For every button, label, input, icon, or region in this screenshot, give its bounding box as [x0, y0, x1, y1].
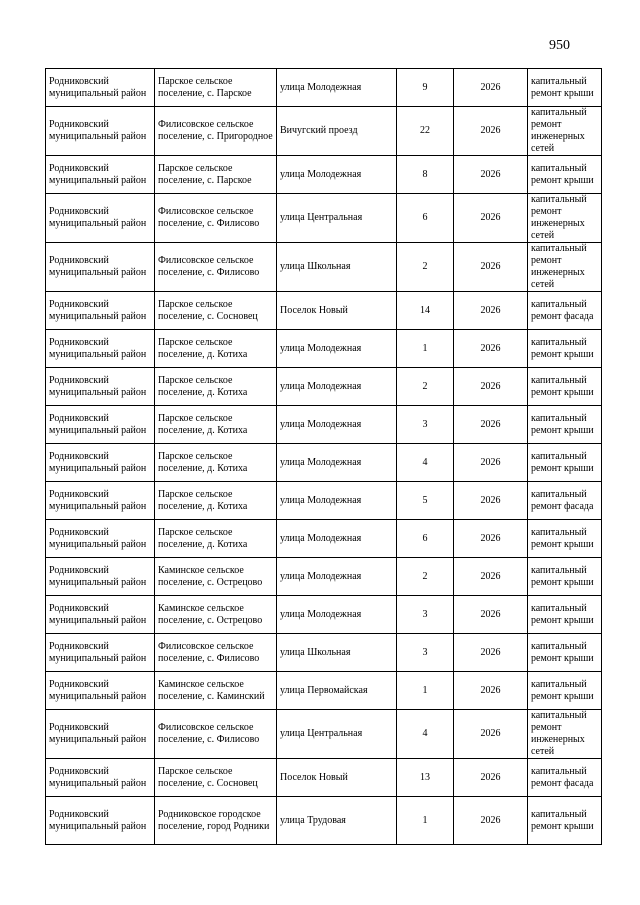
year-cell: 2026 [454, 759, 528, 797]
table-row [46, 710, 602, 759]
settlement-cell: Филисовское сельское поселение, с. Филисово [155, 194, 277, 243]
settlement-cell: Парское сельское поселение, с. Парское [155, 156, 277, 194]
district-cell: Родниковский муниципальный район [46, 710, 155, 759]
year-cell: 2026 [454, 444, 528, 482]
work-type-cell: капитальный ремонт крыши [528, 558, 602, 596]
year-cell: 2026 [454, 69, 528, 107]
year-cell: 2026 [454, 243, 528, 292]
table-row [46, 292, 602, 330]
settlement-cell: Парское сельское поселение, с. Сосновец [155, 292, 277, 330]
year-cell: 2026 [454, 482, 528, 520]
district-cell: Родниковский муниципальный район [46, 368, 155, 406]
district-cell: Родниковский муниципальный район [46, 194, 155, 243]
house-number-cell: 6 [397, 520, 454, 558]
street-cell: Поселок Новый [277, 292, 397, 330]
street-cell: улица Молодежная [277, 406, 397, 444]
street-cell: улица Центральная [277, 710, 397, 759]
settlement-cell: Парское сельское поселение, д. Котиха [155, 330, 277, 368]
house-number-cell: 4 [397, 710, 454, 759]
table-row [46, 482, 602, 520]
work-type-cell: капитальный ремонт фасада [528, 482, 602, 520]
street-cell: улица Молодежная [277, 520, 397, 558]
district-cell: Родниковский муниципальный район [46, 292, 155, 330]
district-cell: Родниковский муниципальный район [46, 558, 155, 596]
table-row [46, 797, 602, 845]
work-type-cell: капитальный ремонт крыши [528, 520, 602, 558]
settlement-cell: Родниковское городское поселение, город Родники [155, 797, 277, 845]
street-cell: улица Центральная [277, 194, 397, 243]
district-cell: Родниковский муниципальный район [46, 444, 155, 482]
settlement-cell: Филисовское сельское поселение, с. Пригородное [155, 107, 277, 156]
year-cell: 2026 [454, 368, 528, 406]
year-cell: 2026 [454, 596, 528, 634]
house-number-cell: 22 [397, 107, 454, 156]
street-cell: улица Молодежная [277, 444, 397, 482]
street-cell: улица Молодежная [277, 482, 397, 520]
work-type-cell: капитальный ремонт фасада [528, 759, 602, 797]
table-row [46, 558, 602, 596]
settlement-cell: Филисовское сельское поселение, с. Филисово [155, 243, 277, 292]
house-number-cell: 5 [397, 482, 454, 520]
year-cell: 2026 [454, 520, 528, 558]
table-row [46, 672, 602, 710]
settlement-cell: Парское сельское поселение, д. Котиха [155, 444, 277, 482]
table-row [46, 596, 602, 634]
house-number-cell: 3 [397, 596, 454, 634]
house-number-cell: 1 [397, 797, 454, 845]
district-cell: Родниковский муниципальный район [46, 243, 155, 292]
settlement-cell: Каминское сельское поселение, с. Острецово [155, 596, 277, 634]
settlement-cell: Парское сельское поселение, д. Котиха [155, 520, 277, 558]
street-cell: улица Молодежная [277, 156, 397, 194]
settlement-cell: Парское сельское поселение, д. Котиха [155, 368, 277, 406]
work-type-cell: капитальный ремонт крыши [528, 368, 602, 406]
street-cell: улица Молодежная [277, 330, 397, 368]
district-cell: Родниковский муниципальный район [46, 156, 155, 194]
district-cell: Родниковский муниципальный район [46, 759, 155, 797]
settlement-cell: Парское сельское поселение, с. Сосновец [155, 759, 277, 797]
table-row [46, 330, 602, 368]
street-cell: улица Молодежная [277, 368, 397, 406]
work-type-cell: капитальный ремонт крыши [528, 156, 602, 194]
house-number-cell: 4 [397, 444, 454, 482]
year-cell: 2026 [454, 634, 528, 672]
district-cell: Родниковский муниципальный район [46, 596, 155, 634]
work-type-cell: капитальный ремонт инженерных сетей [528, 710, 602, 759]
year-cell: 2026 [454, 107, 528, 156]
house-number-cell: 14 [397, 292, 454, 330]
year-cell: 2026 [454, 156, 528, 194]
settlement-cell: Филисовское сельское поселение, с. Филисово [155, 634, 277, 672]
street-cell: Поселок Новый [277, 759, 397, 797]
year-cell: 2026 [454, 330, 528, 368]
table-row [46, 69, 602, 107]
table-row [46, 243, 602, 292]
year-cell: 2026 [454, 558, 528, 596]
table-row [46, 406, 602, 444]
settlement-cell: Каминское сельское поселение, с. Острецово [155, 558, 277, 596]
house-number-cell: 13 [397, 759, 454, 797]
house-number-cell: 6 [397, 194, 454, 243]
work-type-cell: капитальный ремонт крыши [528, 330, 602, 368]
housing-repair-table [45, 68, 602, 845]
district-cell: Родниковский муниципальный район [46, 107, 155, 156]
work-type-cell: капитальный ремонт инженерных сетей [528, 107, 602, 156]
table-row [46, 194, 602, 243]
house-number-cell: 2 [397, 558, 454, 596]
street-cell: улица Молодежная [277, 596, 397, 634]
year-cell: 2026 [454, 710, 528, 759]
work-type-cell: капитальный ремонт инженерных сетей [528, 194, 602, 243]
year-cell: 2026 [454, 292, 528, 330]
house-number-cell: 3 [397, 634, 454, 672]
page-number: 950 [549, 38, 570, 53]
settlement-cell: Парское сельское поселение, д. Котиха [155, 482, 277, 520]
table-row [46, 520, 602, 558]
settlement-cell: Парское сельское поселение, с. Парское [155, 69, 277, 107]
district-cell: Родниковский муниципальный район [46, 330, 155, 368]
work-type-cell: капитальный ремонт крыши [528, 69, 602, 107]
work-type-cell: капитальный ремонт фасада [528, 292, 602, 330]
street-cell: улица Школьная [277, 634, 397, 672]
district-cell: Родниковский муниципальный район [46, 634, 155, 672]
house-number-cell: 2 [397, 243, 454, 292]
house-number-cell: 3 [397, 406, 454, 444]
table-row [46, 444, 602, 482]
table-row [46, 156, 602, 194]
work-type-cell: капитальный ремонт крыши [528, 672, 602, 710]
work-type-cell: капитальный ремонт крыши [528, 444, 602, 482]
table-row [46, 634, 602, 672]
work-type-cell: капитальный ремонт крыши [528, 596, 602, 634]
district-cell: Родниковский муниципальный район [46, 797, 155, 845]
district-cell: Родниковский муниципальный район [46, 482, 155, 520]
district-cell: Родниковский муниципальный район [46, 672, 155, 710]
street-cell: Вичугский проезд [277, 107, 397, 156]
district-cell: Родниковский муниципальный район [46, 520, 155, 558]
house-number-cell: 2 [397, 368, 454, 406]
house-number-cell: 1 [397, 672, 454, 710]
street-cell: улица Молодежная [277, 558, 397, 596]
settlement-cell: Парское сельское поселение, д. Котиха [155, 406, 277, 444]
work-type-cell: капитальный ремонт крыши [528, 634, 602, 672]
work-type-cell: капитальный ремонт крыши [528, 406, 602, 444]
table-row [46, 107, 602, 156]
work-type-cell: капитальный ремонт инженерных сетей [528, 243, 602, 292]
table-row [46, 759, 602, 797]
street-cell: улица Школьная [277, 243, 397, 292]
house-number-cell: 8 [397, 156, 454, 194]
house-number-cell: 1 [397, 330, 454, 368]
street-cell: улица Молодежная [277, 69, 397, 107]
district-cell: Родниковский муниципальный район [46, 406, 155, 444]
work-type-cell: капитальный ремонт крыши [528, 797, 602, 845]
year-cell: 2026 [454, 194, 528, 243]
year-cell: 2026 [454, 672, 528, 710]
settlement-cell: Филисовское сельское поселение, с. Филисово [155, 710, 277, 759]
settlement-cell: Каминское сельское поселение, с. Каминский [155, 672, 277, 710]
street-cell: улица Трудовая [277, 797, 397, 845]
district-cell: Родниковский муниципальный район [46, 69, 155, 107]
table-body [46, 69, 602, 845]
house-number-cell: 9 [397, 69, 454, 107]
street-cell: улица Первомайская [277, 672, 397, 710]
year-cell: 2026 [454, 406, 528, 444]
year-cell: 2026 [454, 797, 528, 845]
table-row [46, 368, 602, 406]
